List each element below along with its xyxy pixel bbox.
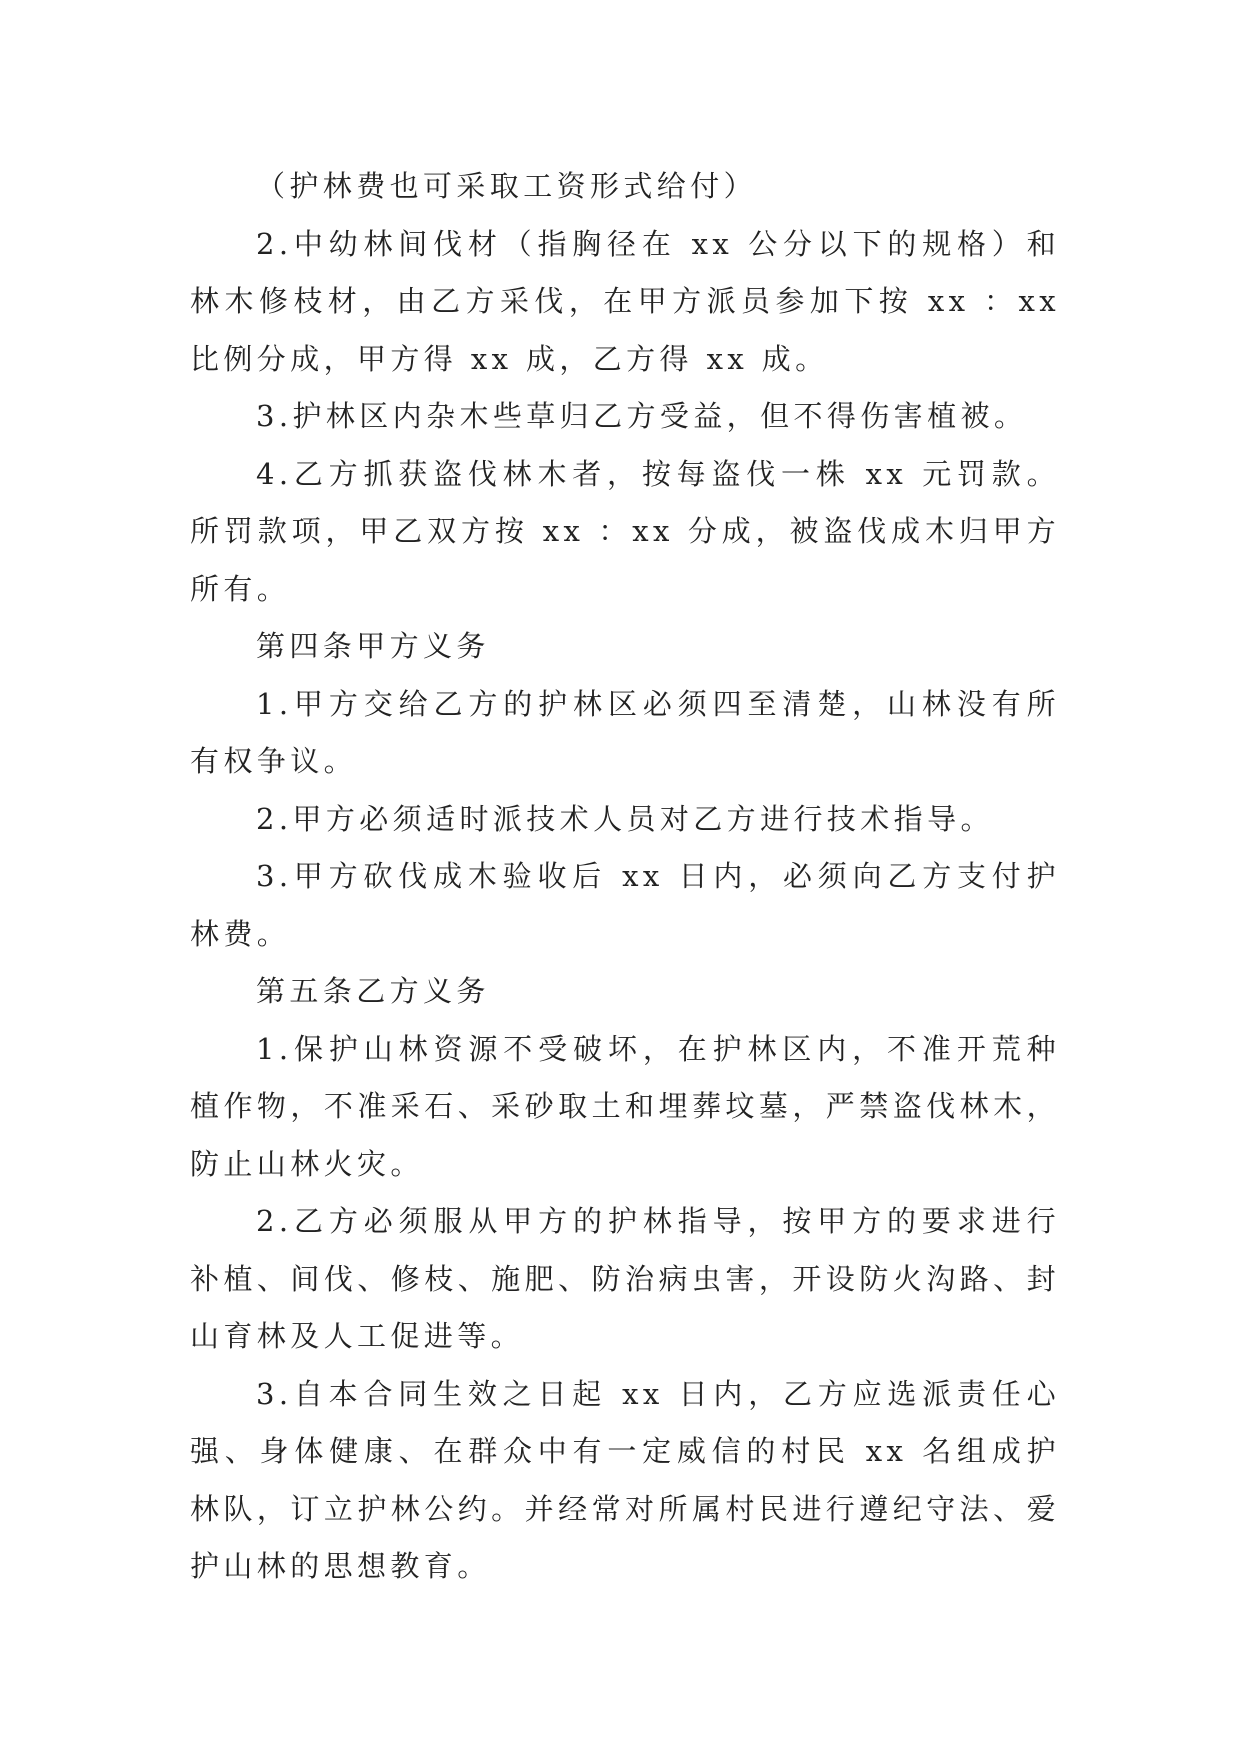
paragraph-illegal-logging-fine: 4.乙方抓获盗伐林木者，按每盗伐一株 xx 元罚款。所罚款项，甲乙双方按 xx ：xx 分成，被盗伐成木归甲方所有。	[190, 456, 1060, 606]
paragraph-party-b-duty-1: 1.保护山林资源不受破坏，在护林区内，不准开荒种植作物，不准采石、采砂取土和埋葬坟墓，严禁盗伐林木，防止山林火灾。	[190, 1031, 1060, 1181]
paragraph-party-a-duty-3: 3.甲方砍伐成木验收后 xx 日内，必须向乙方支付护林费。	[190, 859, 1060, 951]
paragraph-party-a-duty-2: 2.甲方必须适时派技术人员对乙方进行技术指导。	[256, 801, 994, 836]
paragraph-shrub-benefit: 3.护林区内杂木些草归乙方受益，但不得伤害植被。	[256, 399, 1028, 433]
document-body	[190, 158, 1060, 1596]
section-heading-party-b-duties: 第五条乙方义务	[256, 974, 490, 1008]
paragraph-thinning-timber: 2.中幼林间伐材（指胸径在 xx 公分以下的规格）和林木修枝材，由乙方采伐，在甲方派员参加下按 xx ：xx 比例分成，甲方得 xx 成，乙方得 xx 成。	[190, 226, 1060, 376]
paragraph-party-b-duty-3: 3.自本合同生效之日起 xx 日内，乙方应选派责任心强、身体健康、在群众中有一定威信的村民 xx 名组成护林队，订立护林公约。并经常对所属村民进行遵纪守法、爱护山林的思想教育。	[190, 1376, 1060, 1583]
paragraph-party-b-duty-2: 2.乙方必须服从甲方的护林指导，按甲方的要求进行补植、间伐、修枝、施肥、防治病虫害，开设防火沟路、封山育林及人工促进等。	[190, 1204, 1060, 1353]
paragraph-party-a-duty-1: 1.甲方交给乙方的护林区必须四至清楚，山林没有所有权争议。	[190, 686, 1060, 778]
section-heading-party-a-duties: 第四条甲方义务	[256, 629, 490, 663]
paragraph-fee-note: （护林费也可采取工资形式给付）	[256, 169, 758, 203]
